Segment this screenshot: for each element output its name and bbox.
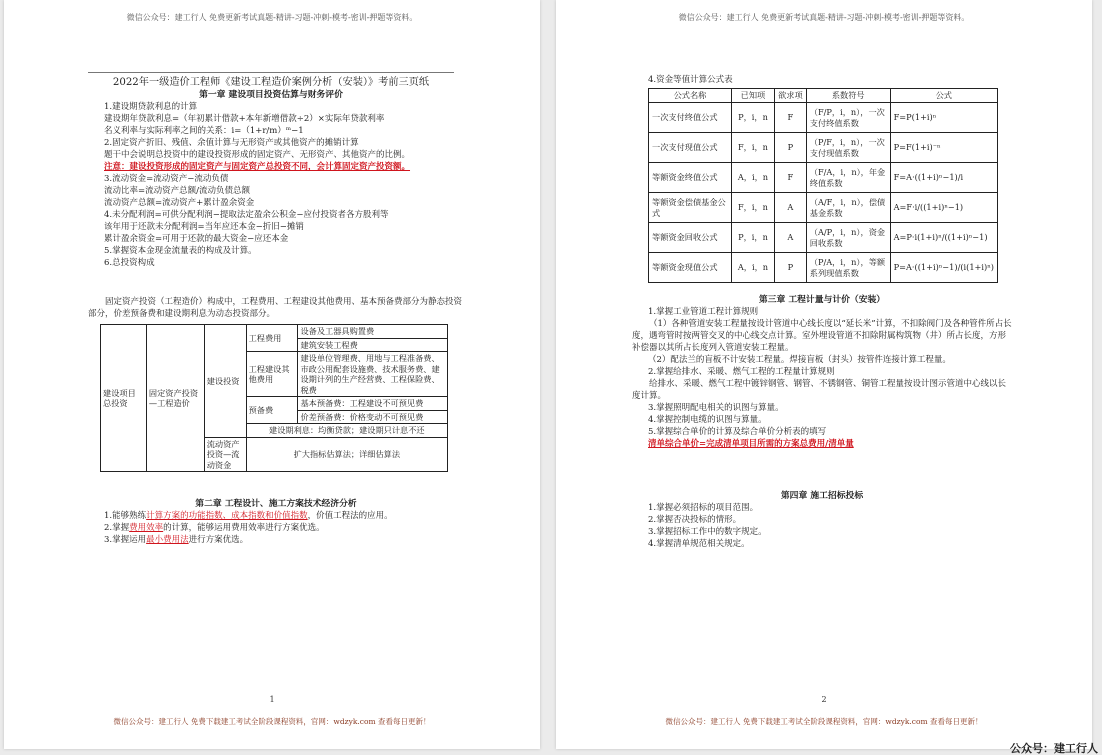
table-header: 欲求项 [775, 89, 807, 103]
table-cell: 工程建设其他费用 [246, 352, 298, 397]
chapter-2-heading: 第二章 工程设计、施工方案技术经济分析 [195, 499, 357, 509]
body-line: 4.掌握清单规范相关规定。 [648, 539, 750, 549]
body-line: 该年用于还款未分配利润=当年应还本金−折旧−摊销 [104, 222, 304, 232]
table-cell: 流动资产投资—流动资金 [204, 437, 246, 472]
table-cell: F，i，n [731, 193, 774, 223]
table-cell: （F/P，i，n），一次支付终值系数 [806, 103, 890, 133]
body-line: 流动比率=流动资产总额/流动负债总额 [104, 186, 250, 196]
body-line: 2.掌握否决投标的情形。 [648, 515, 742, 525]
body-line [104, 534, 464, 546]
text-run: 2.掌握 [104, 523, 130, 533]
formula-cell: F=A·((1+i)ⁿ−1)/i [890, 163, 997, 193]
body-line: 5.掌握资本金现金流量表的构成及计算。 [104, 246, 257, 256]
document-page-2 [556, 0, 1092, 749]
highlight-text: 最小费用法 [146, 535, 189, 545]
body-line: 6.总投资构成 [104, 258, 155, 268]
table-row [649, 163, 998, 193]
table-cell: 一次支付现值公式 [649, 133, 732, 163]
table-cell: （A/P，i，n），资金回收系数 [806, 223, 890, 253]
table-row [649, 223, 998, 253]
chapter-3-body [632, 294, 1012, 450]
table-cell: （P/A，i，n），等额系列现值系数 [806, 253, 890, 283]
text-run: 进行方案优选。 [188, 535, 249, 545]
body-line: （2）配法兰的盲板不计安装工程量。焊接盲板（封头）按管件连接计算工程量。 [648, 355, 951, 365]
body-line: 题干中会说明总投资中的建设投资形成的固定资产、无形资产、其他资产的比例。 [104, 150, 411, 160]
table-cell: 预备费 [246, 397, 298, 424]
text-run: 1.能够熟练 [104, 511, 147, 521]
body-paragraph: 给排水、采暖、燃气工程中镀锌钢管、钢管、不锈钢管、铜管工程量按设计图示管道中心线以长度计算。 [632, 379, 1007, 401]
body-line: 流动资产总额=流动资产+累计盈余资金 [104, 198, 255, 208]
page-footer: 微信公众号：建工行人 免费下载建工考试全阶段课程资料，官网：wdzyk.com 查看每日更新！ [665, 717, 983, 726]
page-footer: 微信公众号：建工行人 免费下载建工考试全阶段课程资料，官网：wdzyk.com 查看每日更新！ [113, 717, 431, 726]
chapter-4-heading: 第四章 施工招标投标 [780, 491, 864, 501]
body-line [104, 522, 464, 534]
body-line: 3.掌握照明配电相关的识图与算量。 [648, 403, 784, 413]
formula-cell: A=F·i/((1+i)ⁿ−1) [890, 193, 997, 223]
chapter-2-body [104, 498, 464, 546]
table-cell: 建设项目总投资 [101, 325, 147, 472]
body-paragraph: （1）各种管道安装工程量按设计管道中心线长度以“延长米”计算，不扣除阀门及各种管件所占长度，遇弯管时按两管交叉的中心线交点计算。室外埋设管道不扣除附属构筑物（井）所占长度，方形补偿器以其所占长度列入管道安装工程量。 [632, 319, 1012, 353]
table-cell: P [775, 253, 807, 283]
table-row [649, 103, 998, 133]
body-line [104, 510, 464, 522]
table-cell: 等额资金回收公式 [649, 223, 732, 253]
formula-cell: P=A·((1+i)ⁿ−1)/(i(1+i)ⁿ) [890, 253, 997, 283]
body-line: 4.掌握控制电缆的识图与算量。 [648, 415, 767, 425]
document-title: 2022年一级造价工程师《建设工程造价案例分析（安装）》考前三页纸 [88, 72, 454, 89]
table-cell: 建设投资 [204, 325, 246, 438]
chapter-1-heading: 第一章 建设项目投资估算与财务评价 [199, 90, 343, 100]
text-run: ，价值工程法的应用。 [307, 511, 393, 521]
formula-cell: A=P·i(1+i)ⁿ/((1+i)ⁿ−1) [890, 223, 997, 253]
table-cell: 建设期利息：均衡贷款；建设期只计息不还 [246, 424, 447, 438]
page-number: 2 [821, 695, 827, 704]
formula-table-caption [648, 74, 948, 86]
table-cell: 设备及工器具购置费 [298, 325, 448, 339]
note-highlight: 清单综合单价=完成清单项目所需的方案总费用/清单量 [648, 439, 854, 449]
watermark-label: 公众号：建工行人 [1010, 742, 1098, 755]
table-cell: （P/F，i，n），一次支付现值系数 [806, 133, 890, 163]
page-number: 1 [269, 695, 275, 704]
table-cell: F [775, 163, 807, 193]
body-line: 累计盈余资金=可用于还款的最大资金−应还本金 [104, 234, 289, 244]
table-cell: F，i，n [731, 133, 774, 163]
table-row [649, 133, 998, 163]
body-line: 5.掌握综合单价的计算及综合单价分析表的填写 [648, 427, 827, 437]
table-row [649, 253, 998, 283]
body-line: 1.掌握必须招标的项目范围。 [648, 503, 759, 513]
formula-cell: F=P(1+i)ⁿ [890, 103, 997, 133]
chapter-4-body [632, 490, 1012, 550]
highlight-text: 费用效率 [129, 523, 164, 533]
investment-paragraph [88, 296, 464, 320]
text-run: 的计算，能够运用费用效率进行方案优选。 [163, 523, 325, 533]
table-cell: P，i，n [731, 223, 774, 253]
table-header: 已知项 [731, 89, 774, 103]
table-cell: 等额资金现值公式 [649, 253, 732, 283]
body-line: 4.资金等值计算公式表 [648, 75, 733, 85]
table-cell: A [775, 223, 807, 253]
table-cell: 建筑安装工程费 [298, 338, 448, 352]
body-line: 3.掌握招标工作中的数字规定。 [648, 527, 767, 537]
table-header: 公式 [890, 89, 997, 103]
table-header: 公式名称 [649, 89, 732, 103]
page-header: 微信公众号：建工行人 免费更新考试真题-精讲-习题-冲刺-模考-密训-押题等资料。 [678, 13, 970, 22]
body-line: 1.建设期贷款利息的计算 [104, 102, 198, 112]
body-line: 1.掌握工业管道工程计算规则 [648, 307, 759, 317]
note-highlight: 注意：建设投资形成的固定资产与固定资产总投资不同，会计算固定资产投资额。 [104, 162, 411, 172]
document-page-1 [4, 0, 540, 749]
body-paragraph: 固定资产投资（工程造价）构成中，工程费用、工程建设其他费用、基本预备费部分为静态投资部分，价差预备费和建设期利息为动态投资部分。 [88, 297, 463, 319]
table-cell: 固定资产投资—工程造价 [146, 325, 204, 472]
table-cell: A [775, 193, 807, 223]
highlight-text: 计算方案的功能指数、成本指数和价值指数 [146, 511, 308, 521]
body-line: 名义利率与实际利率之间的关系：i=（1+r/m）ᵐ−1 [104, 126, 304, 136]
table-cell: A，i，n [731, 163, 774, 193]
formula-table [648, 88, 998, 283]
body-line: 2.掌握给排水、采暖、燃气工程的工程量计算规则 [648, 367, 835, 377]
table-cell: （A/F，i，n），偿债基金系数 [806, 193, 890, 223]
table-cell: P，i，n [731, 103, 774, 133]
table-cell: 一次支付终值公式 [649, 103, 732, 133]
text-run: 3.掌握运用 [104, 535, 147, 545]
table-cell: （F/A，i，n），年金终值系数 [806, 163, 890, 193]
chapter-3-heading: 第三章 工程计量与计价（安装） [758, 295, 886, 305]
table-cell: P [775, 133, 807, 163]
table-cell: 扩大指标估算法；详细估算法 [246, 437, 447, 472]
body-line: 2.固定资产折旧、残值、余值计算与无形资产或其他资产的摊销计算 [104, 138, 359, 148]
body-line: 3.流动资金=流动资产−流动负债 [104, 174, 229, 184]
table-cell: F [775, 103, 807, 133]
table-cell: 工程费用 [246, 325, 298, 352]
table-cell: 建设单位管理费、用地与工程准备费、市政公用配套设施费、技术服务费、建设期计列的生产经营费、工程保险费、税费 [298, 352, 448, 397]
page-1-title-block [88, 72, 454, 101]
table-header: 系数符号 [806, 89, 890, 103]
table-cell: 基本预备费：工程建设不可预见费 [298, 397, 448, 411]
page-header: 微信公众号：建工行人 免费更新考试真题-精讲-习题-冲刺-模考-密训-押题等资料。 [126, 13, 418, 22]
formula-cell: P=F(1+i)⁻ⁿ [890, 133, 997, 163]
body-line: 建设期年贷款利息=（年初累计借款+本年新增借款÷2）×实际年贷款利率 [104, 114, 385, 124]
table-cell: 等额资金偿债基金公式 [649, 193, 732, 223]
table-cell: 价差预备费：价格变动不可预见费 [298, 410, 448, 424]
table-cell: A，i，n [731, 253, 774, 283]
table-cell: 等额资金终值公式 [649, 163, 732, 193]
body-line: 4.未分配利润=可供分配利润−提取法定盈余公积金−应付投资者各方股利等 [104, 210, 389, 220]
table-row [649, 193, 998, 223]
chapter-1-body [104, 101, 464, 269]
investment-composition-table [100, 324, 448, 472]
